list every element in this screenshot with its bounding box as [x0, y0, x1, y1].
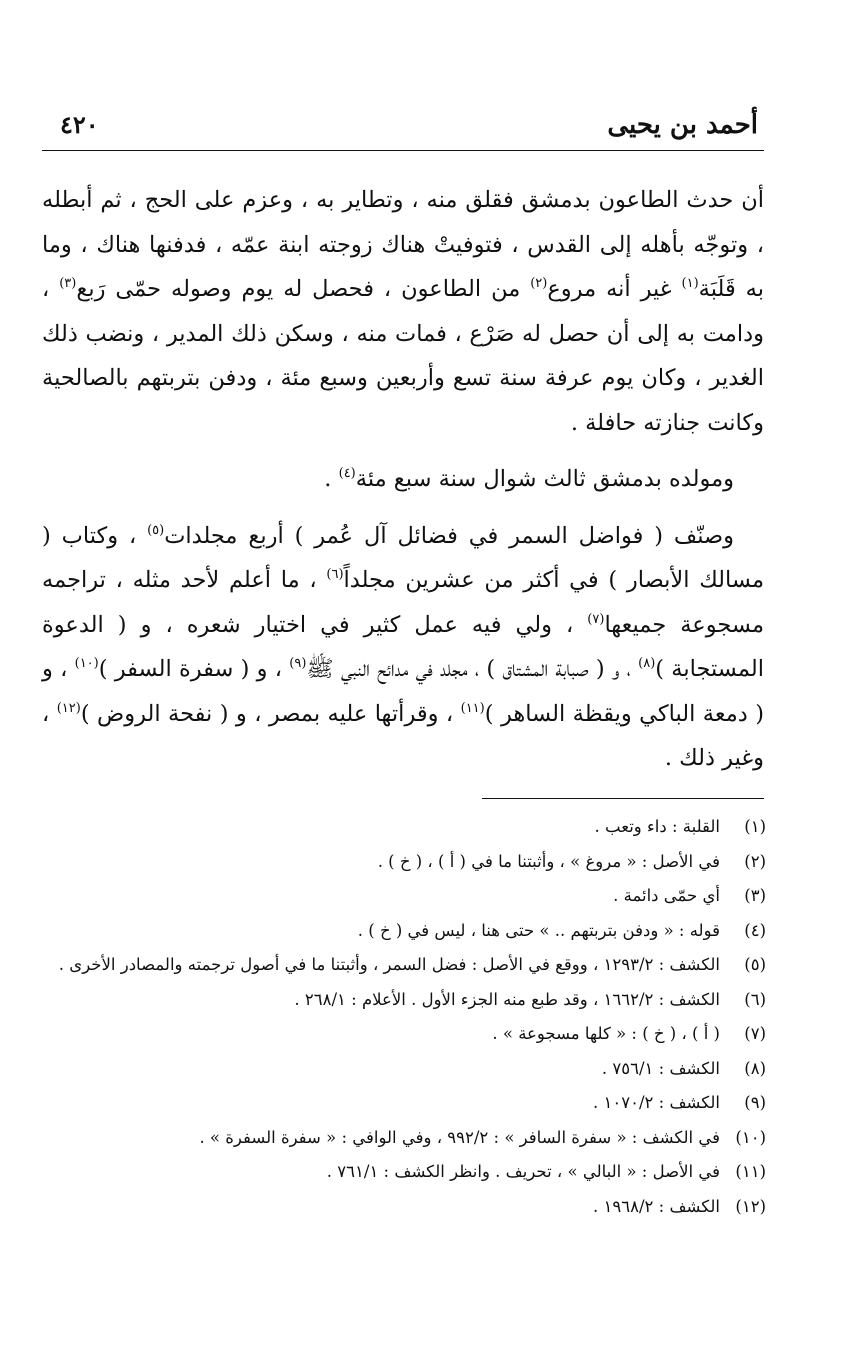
text-run: وصنّف ( فواضل السمر في فضائل آل عُمر ) أربع مجلدات [164, 522, 734, 549]
footnote-text: ( أ ) ، ( خ ) : « كلها مسجوعة » . [492, 1024, 720, 1043]
footnote-number: (١) [744, 817, 766, 836]
footnote [42, 1121, 766, 1156]
footnote-text: الكشف : ١٠٧٠/٢ . [593, 1093, 720, 1112]
footnote-marker: (٩) [289, 656, 307, 671]
footnote-text: الكشف : ١٦٦٢/٢ ، وقد طبع منه الجزء الأول . الأعلام : ٢٦٨/١ . [294, 989, 720, 1009]
page-number: ٤٢٠ [60, 110, 99, 139]
running-head: أحمد بن يحيى [607, 110, 758, 140]
footnote [42, 948, 766, 983]
text-run: ، وقرأتها عليه بمصر ، و ( نفحة الروض ) [80, 700, 461, 727]
footnote-text: قوله : « ودفن بتربتهم .. » حتى هنا ، ليس في ( خ ) . [357, 920, 720, 940]
footnote [42, 914, 766, 949]
footnote-marker: (٣) [59, 276, 77, 291]
footnote-text: الكشف : ١٩٦٨/٢ . [593, 1196, 720, 1216]
footnote-marker: (٤) [338, 466, 356, 481]
footnote-marker: (١١) [460, 700, 485, 716]
footnote-text: أي حمّى دائمة . [613, 886, 720, 905]
footnote-marker: (٧) [587, 611, 605, 627]
footnote-number: (٨) [744, 1058, 766, 1078]
footnote-number: (٤) [744, 920, 766, 940]
footnote [42, 983, 766, 1018]
text-run: ، وغير ذلك . [42, 700, 764, 771]
footnote-text: في الكشف : « سفرة السافر » : ٩٩٢/٢ ، وفي الوافي : « سفرة السفرة » . [199, 1127, 720, 1147]
text-run: ومولده بدمشق ثالث شوال سنة سبع مئة [355, 466, 734, 492]
text-run: ، ولي فيه عمل كثير في اختيار شعره ، و ( الدعوة المستجابة ) [42, 611, 764, 682]
text-run: . [324, 466, 339, 492]
paragraph [42, 514, 764, 781]
footnote [42, 1017, 766, 1052]
footnote [42, 879, 766, 914]
footnote-marker: (٦) [326, 567, 344, 582]
footnote-number: (١٢) [735, 1196, 766, 1216]
footnote [42, 1086, 766, 1121]
text-run: غير أنه مروع [547, 276, 682, 302]
text-run: ، ودامت به إلى أن حصل له صَرْع ، فمات منه ، وسكن ذلك المدير ، ونضب ذلك الغدير ، وكان يوم عرفة سنة تسع وأربعين وسبع مئة ، ودفن بتربتهم بالصالحية وكانت جنازته حافلة . [42, 276, 764, 436]
footnote-number: (٥) [744, 955, 766, 974]
text-run: ، و ( سفرة السفر ) [98, 656, 290, 682]
page-header [42, 100, 764, 151]
footnote-marker: (٢) [530, 276, 548, 291]
text-run: من الطاعون ، فحصل له يوم وصوله حمّى رَبع [76, 276, 531, 302]
footnote-marker: (١٠) [74, 656, 99, 671]
text-run: ، و ( دمعة الباكي ويقظة الساهر ) [42, 656, 764, 727]
footnote-number: (٧) [744, 1024, 766, 1043]
text-run: ، و ( صبابة المشتاق ) ، مجلد في مدائح النبي ﷺ [306, 656, 639, 682]
footnote [42, 1190, 766, 1225]
footnote [42, 1052, 766, 1087]
footnotes-list [42, 810, 766, 1224]
text-run: ، ما أعلم لأحد مثله ، تراجمه مسجوعة جميعها [42, 567, 765, 638]
footnote [42, 810, 766, 845]
footnote-marker: (١٢) [56, 700, 81, 716]
footnote-marker: (٨) [638, 656, 656, 671]
text-run: ، وكتاب ( مسالك الأبصار ) في أكثر من عشرين مجلداً [42, 522, 764, 593]
footnote [42, 845, 766, 880]
footnote-marker: (١) [681, 276, 699, 291]
footnote-text: في الأصل : « البالي » ، تحريف . وانظر الكشف : ٧٦١/١ . [326, 1162, 720, 1181]
text-run: أن حدث الطاعون بدمشق فقلق منه ، وتطاير به ، وعزم على الحج ، ثم أبطله ، وتوجّه بأهله إلى القدس ، فتوفيتْ هناك زوجته ابنة عمّه ، فدفنها هناك ، وما به قَلَبَة [42, 187, 765, 302]
footnote-text: الكشف : ١٢٩٣/٢ ، ووقع في الأصل : فضل السمر ، وأثبتنا ما في أصول ترجمته والمصادر الأخرى . [58, 955, 720, 974]
footnote-number: (١٠) [735, 1127, 766, 1147]
footnote-number: (٢) [744, 851, 766, 871]
footnote-number: (٩) [744, 1093, 766, 1112]
footnote-number: (٣) [744, 886, 766, 905]
main-text [42, 178, 764, 781]
footnote-number: (٦) [744, 989, 766, 1009]
footnote [42, 1155, 766, 1190]
footnote-number: (١١) [735, 1162, 766, 1181]
footnote-marker: (٥) [147, 522, 165, 538]
paragraph [42, 178, 764, 445]
footnote-text: الكشف : ٧٥٦/١ . [601, 1058, 720, 1078]
footnote-text: في الأصل : « مروغ » ، وأثبتنا ما في ( أ ) ، ( خ ) . [377, 851, 720, 871]
footnote-separator [482, 798, 764, 799]
paragraph [42, 457, 764, 502]
footnote-text: القلبة : داء وتعب . [594, 817, 720, 836]
